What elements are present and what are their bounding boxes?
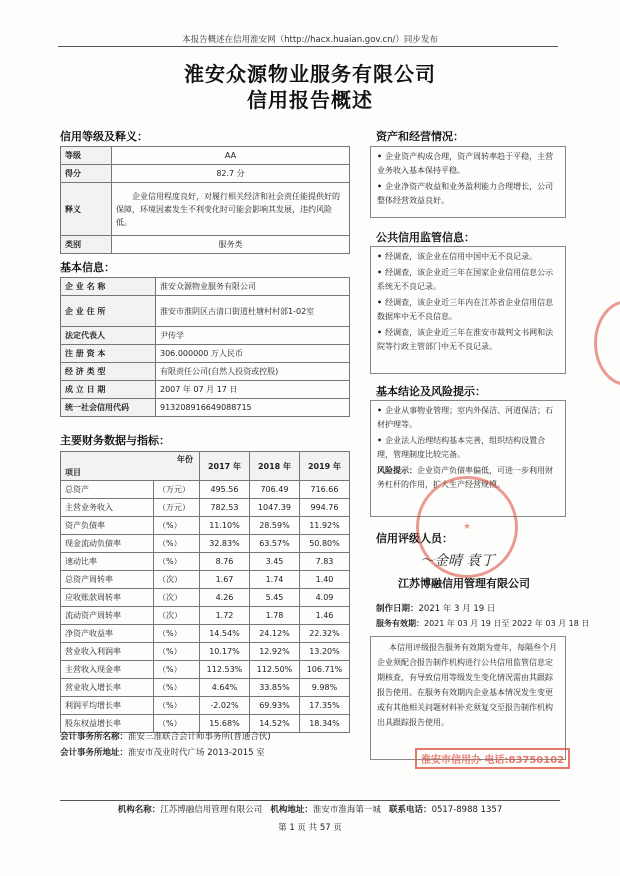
metric-unit: （%） [154,715,200,733]
econ-type-label: 经 济 类 型 [61,363,156,381]
supervision-heading: 公共信用监管信息： [376,231,475,244]
metric-unit: （次） [154,571,200,589]
table-row [61,345,350,363]
metric-value: 11.10% [199,517,249,535]
bullet-icon: • [377,152,383,161]
metric-name: 总资产周转率 [61,571,154,589]
company-name-label: 企 业 名 称 [61,278,156,296]
metric-value: 5.45 [249,589,299,607]
supervision-item: 经调查，该企业在信用中国中无不良记录。 [385,252,538,261]
metric-value: 1.78 [249,607,299,625]
metric-value: 24.12% [249,625,299,643]
grade-value: AA [112,147,350,165]
table-row [61,278,350,296]
metric-value: 4.64% [199,679,249,697]
company-address-value: 淮安市淮阴区古清口街道杜塘村村部1-02室 [156,296,350,327]
metric-value: 3.45 [249,553,299,571]
grade-label: 等级 [61,147,112,165]
list-item [377,434,559,462]
bullet-icon: • [377,268,383,277]
metric-unit: （次） [154,589,200,607]
metric-unit: （%） [154,625,200,643]
footer-org-label: 机构名称： [117,805,161,815]
issue-date [376,602,495,614]
supervision-item: 经调查，该企业近三年在淮安市裁判文书网和法院等行政主管部门中无不良记录。 [377,328,554,351]
assets-heading: 资产和经营情况： [376,130,464,143]
notice-text: 本信用评级报告服务有效期为壹年，每隔叁个月企业须配合报告制作机构进行公共信用监管信息定期核查，有导致信用等级发生变化情况需由其跟踪报告使用。在服务有效期内企业基本情况发生变更或有其他相关问题材料补充须复交至报告制作机构出具跟踪报告使用。 [377,643,557,727]
metric-value: 10.17% [199,643,249,661]
finance-heading: 主要财务数据与指标： [60,434,170,447]
metric-value: 1047.39 [249,499,299,517]
metric-unit: （万元） [154,481,200,499]
metric-value: 50.80% [299,535,349,553]
bullet-icon: • [377,328,383,337]
credit-code-value: 913208916649088715 [156,399,350,417]
issue-date-value: 2021 年 3 月 19 日 [418,604,496,614]
metric-name: 营业收入增长率 [61,679,154,697]
supervision-item: 经调查，该企业近三年内在江苏省企业信用信息数据库中无不良信息。 [377,298,554,321]
metric-name: 流动资产周转率 [61,607,154,625]
metric-unit: （%） [154,661,200,679]
table-row [61,236,350,254]
conclusion-item: 企业从事物业管理；室内外保洁、河道保洁；石材护理等。 [377,406,554,429]
table-row [61,589,350,607]
metric-value: 14.52% [249,715,299,733]
page-number: 第 1 页 共 57 页 [278,823,342,833]
list-item [377,266,559,294]
metric-unit: （%） [154,535,200,553]
list-item [377,150,559,178]
grade-heading: 信用等级及释义： [60,130,148,143]
table-row [61,535,350,553]
metric-value: 1.40 [299,571,349,589]
grade-table [60,146,350,254]
metric-value: 7.83 [299,553,349,571]
table-row [61,697,350,715]
table-row [61,481,350,499]
bullet-icon: • [377,298,383,307]
bullet-icon: • [377,436,383,445]
issue-date-label: 制作日期： [376,604,419,614]
credit-code-label: 统一社会信用代码 [61,399,156,417]
bottom-divider [60,800,560,801]
metric-value: 112.53% [199,661,249,679]
table-row [61,607,350,625]
metric-unit: （%） [154,643,200,661]
metric-value: 106.71% [299,661,349,679]
category-label: 类别 [61,236,112,254]
notice-box [370,636,566,760]
bullet-icon: • [377,182,383,191]
metric-value: 8.76 [199,553,249,571]
table-row [61,147,350,165]
rater-agency: 江苏博融信用管理有限公司 [398,577,530,590]
metric-value: 782.53 [199,499,249,517]
metric-value: 706.49 [249,481,299,499]
table-row [61,679,350,697]
metric-value: 1.72 [199,607,249,625]
metric-unit: （次） [154,607,200,625]
assets-item: 企业资产构成合理，资产周转率趋于平稳，主营业务收入基本保持平稳。 [377,152,554,175]
metric-name: 速动比率 [61,553,154,571]
basic-info-table [60,277,350,417]
validity-label: 服务有效期： [376,619,424,628]
table-row [61,381,350,399]
capital-label: 注 册 资 本 [61,345,156,363]
table-row [61,661,350,679]
table-row [61,296,350,327]
assets-item: 企业净资产收益和业务盈利能力合理增长，公司整体经营效益良好。 [377,182,554,205]
table-row [61,517,350,535]
bullet-icon: • [377,406,383,415]
risk-label: 风险提示： [377,466,417,475]
metric-value: 9.98% [299,679,349,697]
bullet-icon: • [377,252,383,261]
company-address-label: 企 业 住 所 [61,296,156,327]
finance-rows [61,481,350,733]
accounting-address-value: 淮安市茂业时代广场 2013-2015 室 [128,748,265,758]
metric-unit: （%） [154,697,200,715]
metric-name: 应收账款周转率 [61,589,154,607]
table-row [61,183,350,236]
footer-org-value: 江苏博融信用管理有限公司 [160,805,263,815]
top-note: 本报告概述在信用淮安网（http://hacx.huaian.gov.cn/）同步发布 [182,35,438,45]
header-corner [61,452,200,481]
table-row [61,643,350,661]
table-row [61,363,350,381]
table-header-row [61,452,350,481]
table-row [61,327,350,345]
score-label: 得分 [61,165,112,183]
metric-value: 33.85% [249,679,299,697]
report-title: 淮安众源物业服务有限公司 [184,62,436,86]
metric-name: 净资产收益率 [61,625,154,643]
list-item [377,180,559,208]
metric-value: 112.50% [249,661,299,679]
year-header: 2018 年 [249,452,299,481]
metric-name: 主营业务收入 [61,499,154,517]
top-divider [58,46,558,47]
validity [376,618,589,629]
conclusion-heading: 基本结论及风险提示： [376,385,486,398]
accounting-address [60,746,265,758]
metric-unit: （%） [154,553,200,571]
year-header: 2019 年 [299,452,349,481]
metric-name: 资产负债率 [61,517,154,535]
table-row [61,499,350,517]
metric-name: 利润平均增长率 [61,697,154,715]
company-name-value: 淮安众源物业服务有限公司 [156,278,350,296]
metric-name: 总资产 [61,481,154,499]
metric-value: 4.09 [299,589,349,607]
founded-label: 成 立 日 期 [61,381,156,399]
table-row [61,553,350,571]
validity-value: 2021 年 03 月 19 日至 2022 年 03 月 18 日 [424,619,590,628]
metric-value: 28.59% [249,517,299,535]
econ-type-value: 有限责任公司(自然人投资或控股) [156,363,350,381]
metric-name: 主营收入现金率 [61,661,154,679]
accounting-firm-value: 淮安三淮联合会计师事务所(普通合伙) [128,732,271,742]
accounting-firm-label: 会计事务所名称： [60,732,129,742]
metric-unit: （%） [154,517,200,535]
metric-value: 12.92% [249,643,299,661]
footer-info [60,803,560,815]
conclusion-item: 企业法人治理结构基本完善，组织结构设置合理，管理制度比较完备。 [377,436,546,459]
list-item [377,404,559,432]
metric-value: 32.83% [199,535,249,553]
list-item [377,296,559,324]
metric-name: 现金流动负债率 [61,535,154,553]
metric-unit: （%） [154,679,200,697]
header-item-label: 项目 [65,468,81,477]
accounting-firm [60,730,271,742]
table-row [61,399,350,417]
metric-value: 17.35% [299,697,349,715]
table-row [61,571,350,589]
basic-heading: 基本信息： [60,261,115,274]
footer-addr-value: 淮安市淮海第一城 [312,805,381,815]
metric-value: -2.02% [199,697,249,715]
metric-value: 63.57% [249,535,299,553]
score-value: 82.7 分 [112,165,350,183]
metric-value: 1.67 [199,571,249,589]
metric-value: 1.46 [299,607,349,625]
metric-value: 994.76 [299,499,349,517]
category-value: 服务类 [112,236,350,254]
table-row [61,165,350,183]
year-header: 2017 年 [199,452,249,481]
metric-value: 18.34% [299,715,349,733]
metric-value: 69.93% [249,697,299,715]
capital-value: 306.000000 万人民币 [156,345,350,363]
definition-value: 企业信用程度良好，对履行相关经济和社会责任能提供好的保障，环境因素发生不利变化时可能会影响其发展，违约风险低。 [112,183,350,236]
metric-value: 13.20% [299,643,349,661]
metric-value: 14.54% [199,625,249,643]
supervision-item: 经调查，该企业近三年在国家企业信用信息公示系统无不良记录。 [377,268,554,291]
metric-name: 营业收入利润率 [61,643,154,661]
metric-unit: （万元） [154,499,200,517]
header-year-label: 年份 [176,455,193,464]
metric-value: 495.56 [199,481,249,499]
founded-value: 2007 年 07 月 17 日 [156,381,350,399]
supervision-box [370,246,566,374]
metric-value: 1.74 [249,571,299,589]
list-item [377,326,559,354]
rater-heading: 信用评级人员： [376,532,453,545]
table-row [61,625,350,643]
metric-value: 4.26 [199,589,249,607]
assets-box [370,146,566,218]
edge-seal [594,300,620,386]
risk-text: 企业资产负债率偏低，可进一步利用财务杠杆的作用，扩大生产经营规模。 [377,466,553,489]
company-seal: ★ [416,476,518,578]
footer-addr-label: 机构地址： [270,805,313,815]
metric-value: 22.32% [299,625,349,643]
legal-rep-label: 法定代表人 [61,327,156,345]
report-subtitle: 信用报告概述 [247,88,373,112]
metric-value: 15.68% [199,715,249,733]
list-item [377,250,559,264]
finance-table [60,451,350,733]
legal-rep-value: 尹传学 [156,327,350,345]
metric-name: 股东权益增长率 [61,715,154,733]
footer-phone-value: 0517-8988 1357 [431,805,503,815]
metric-value: 716.66 [299,481,349,499]
footer-phone-label: 联系电话： [389,805,432,815]
rater-signature: ～金晴 袁丁 [420,553,495,569]
accounting-address-label: 会计事务所地址： [60,748,129,758]
credit-office-stamp: 淮安市信用办 电话:83750102 [415,748,570,769]
definition-label: 释义 [61,183,112,236]
metric-value: 11.92% [299,517,349,535]
